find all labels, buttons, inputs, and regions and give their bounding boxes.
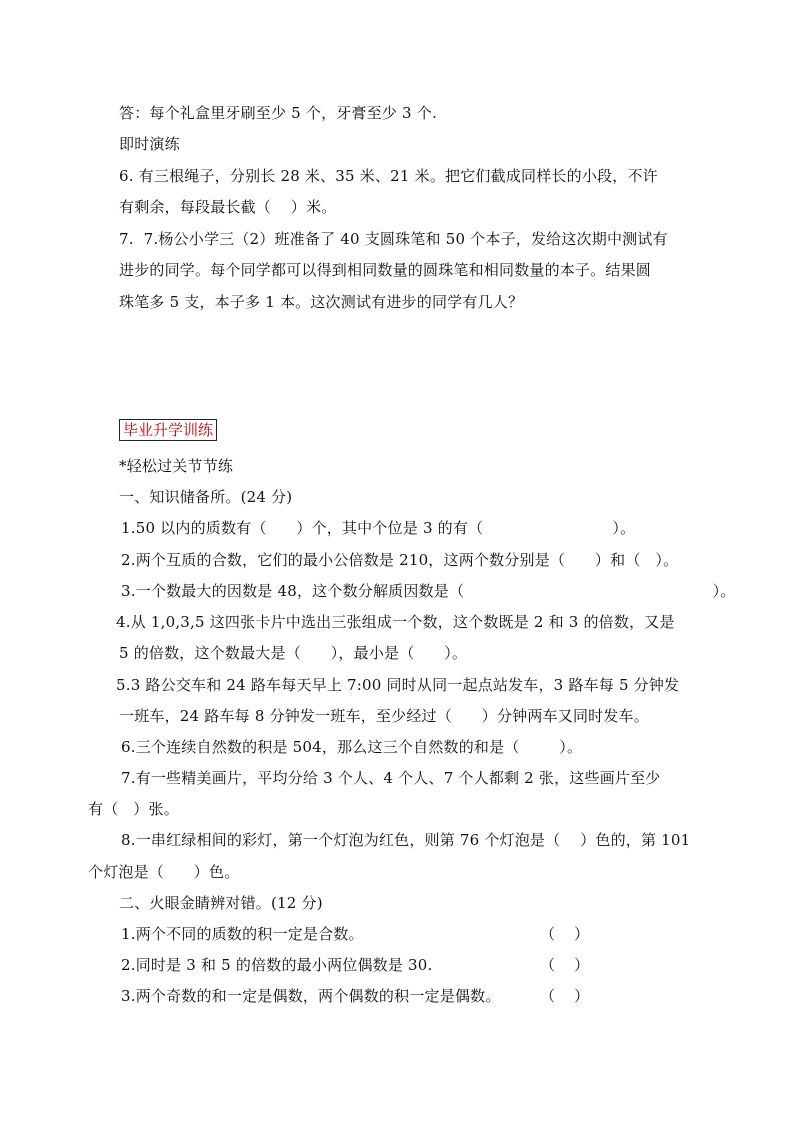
part2-title: 二、火眼金睛辨对错。(12 分): [119, 894, 323, 912]
judge-answer-paren-2[interactable]: （ ）: [540, 956, 590, 974]
part1-title: 一、知识储备所。(24 分): [119, 488, 293, 506]
q7-line-2: 进步的同学。每个同学都可以得到相同数量的圆珠笔和相同数量的本子。结果圆: [119, 261, 652, 279]
part1-question-2: 2.两个互质的合数，它们的最小公倍数是 210，这两个数分别是（ ）和（ ）。: [121, 551, 679, 569]
part2-question-2: 2.同时是 3 和 5 的倍数的最小两位偶数是 30.: [121, 956, 433, 974]
part1-question-4-line-1: 4.从 1,0,3,5 这四张卡片中选出三张组成一个数，这个数既是 2 和 3 的倍数，又是: [116, 613, 675, 631]
part1-question-8-line-2: 个灯泡是（ ）色。: [88, 863, 240, 881]
q6-line-1: 6. 有三根绳子，分别长 28 米、35 米、21 米。把它们截成同样长的小段，不许: [119, 167, 658, 185]
part1-question-1: 1.50 以内的质数有（ ）个，其中个位是 3 的有（ ）。: [121, 519, 636, 537]
practice-title: 即时演练: [119, 135, 180, 153]
part1-question-6: 6.三个连续自然数的积是 504，那么这三个自然数的和是（ ）。: [121, 738, 583, 756]
part1-question-5-line-1: 5.3 路公交车和 24 路车每天早上 7:00 同时从同一起点站发车，3 路车每 5 分钟发: [116, 676, 680, 694]
part1-question-3: 3.一个数最大的因数是 48，这个数分解质因数是（ ）。: [121, 582, 736, 600]
part1-question-7-line-1: 7.有一些精美画片，平均分给 3 个人、4 个人、7 个人都剩 2 张，这些画片至少: [121, 769, 661, 787]
q7-line-1: 7. 7.杨公小学三（2）班准备了 40 支圆珠笔和 50 个本子，发给这次期中测试有: [119, 230, 668, 248]
judge-answer-paren-3[interactable]: （ ）: [540, 987, 590, 1005]
q6-line-2: 有剩余，每段最长截（ ）米。: [119, 198, 337, 216]
answer-line: 答：每个礼盒里牙刷至少 5 个，牙膏至少 3 个.: [119, 104, 437, 122]
q7-line-3: 珠笔多 5 支，本子多 1 本。这次测试有进步的同学有几人？: [119, 293, 524, 311]
section-badge: 毕业升学训练: [119, 419, 217, 441]
part1-question-4-line-2: 5 的倍数，这个数最大是（ ），最小是（ ）。: [119, 644, 468, 662]
part2-question-1: 1.两个不同的质数的积一定是合数。: [121, 925, 364, 943]
part1-question-7-line-2: 有（ ）张。: [88, 800, 179, 818]
section-subtitle: *轻松过关节节练: [119, 457, 234, 475]
part1-question-8-line-1: 8.一串红绿相间的彩灯，第一个灯泡为红色，则第 76 个灯泡是（ ）色的，第 101: [121, 831, 691, 849]
part1-question-5-line-2: 一班车，24 路车每 8 分钟发一班车，至少经过（ ）分钟两车又同时发车。: [119, 707, 649, 725]
part2-question-3: 3.两个奇数的和一定是偶数，两个偶数的积一定是偶数。: [121, 987, 501, 1005]
judge-answer-paren-1[interactable]: （ ）: [540, 925, 590, 943]
